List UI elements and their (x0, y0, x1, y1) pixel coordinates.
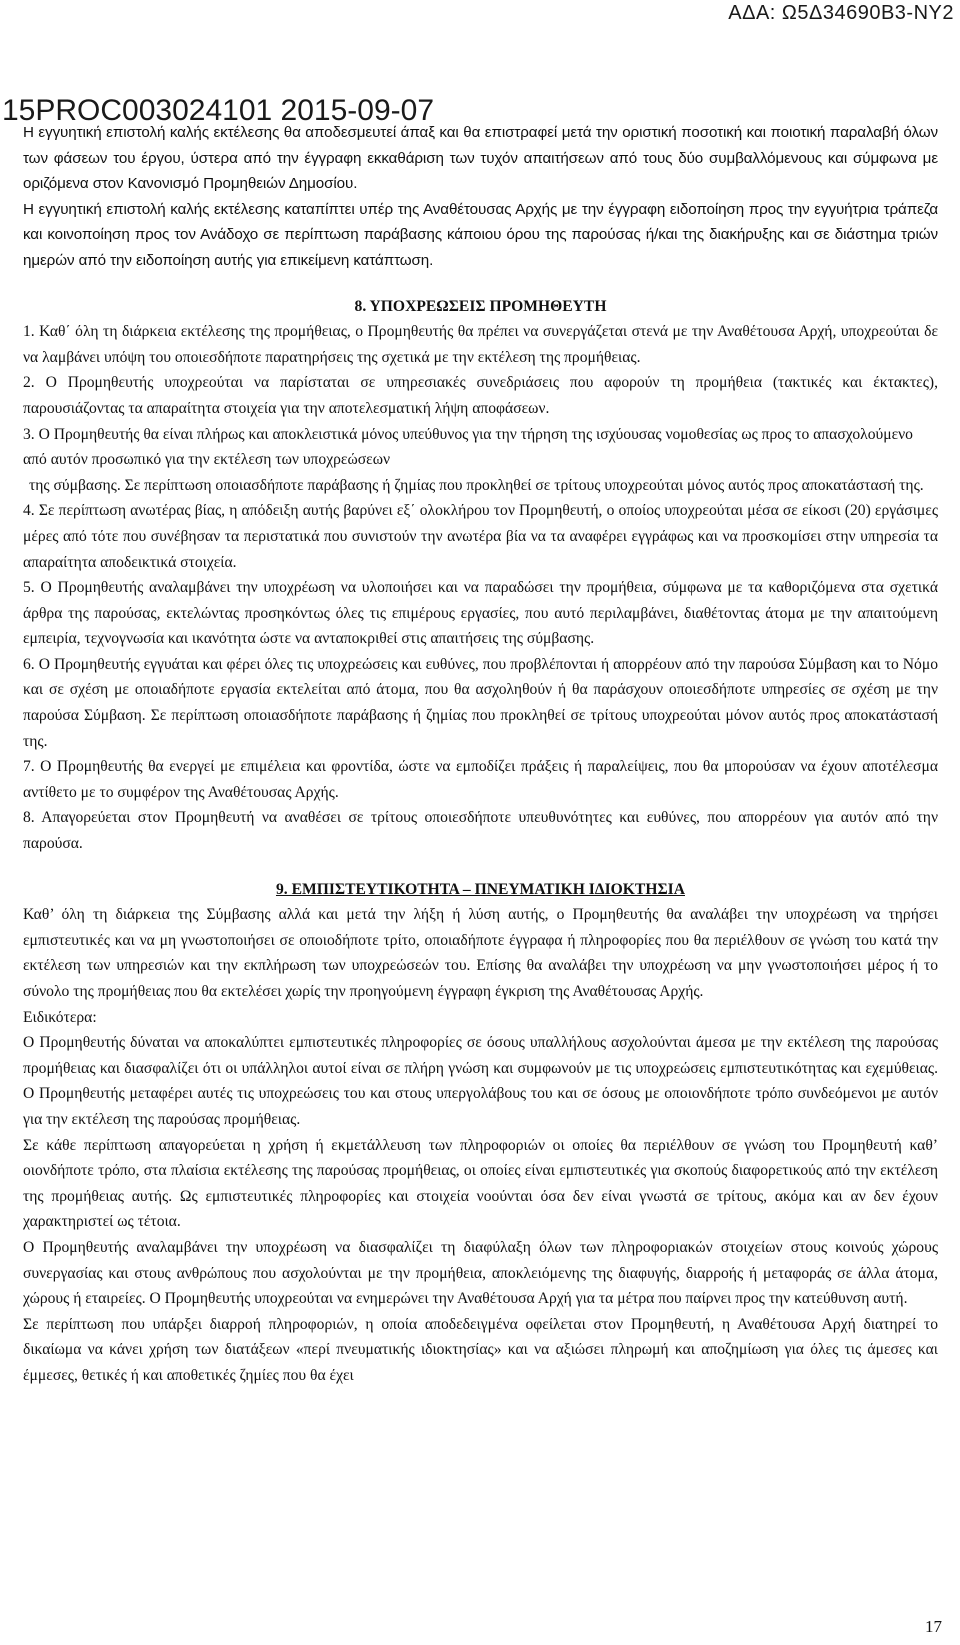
paragraph-guarantee-forfeit: Η εγγυητική επιστολή καλής εκτέλεσης καταπίπτει υπέρ της Αναθέτουσας Αρχής με την έγγραφη ειδοποίηση προς την εγγυήτρια τράπεζα και κοινοποίηση προς τον Ανάδοχο σε περίπτωση παράβασης κάποιου όρου της παρούσας ή/και της διακήρυξης και σε διάστημα τριών ημερών από την ειδοποίηση αυτής για επικείμενη κατάπτωση. (23, 200, 938, 269)
document-id: 15PROC003024101 2015-09-07 (2, 94, 434, 127)
list-item: 6. Ο Προμηθευτής εγγυάται και φέρει όλες τις υποχρεώσεις και ευθύνες, που προβλέπονται ή απορρέουν από την παρούσα Σύμβαση και το Νόμο και σε σχέση με οποιαδήποτε εργασία εκτελείται από άτομα, που θα ασχοληθούν ή θα παράσχουν οποιεσδήποτε υπηρεσίες σε σχέση με την παρούσα Σύμβαση. Σε περίπτωση οποιασδήποτε παράβασης ή ζημίας που προκληθεί σε τρίτους υποχρεούται μόνον αυτός προς αποκατάστασή της. (23, 655, 938, 750)
paragraph-safeguarding: Ο Προμηθευτής αναλαμβάνει την υποχρέωση να διασφαλίζει τη διαφύλαξη όλων των πληροφοριακών στοιχείων στους κοινούς χώρους συνεργασίας και στους ανθρώπους που ασχολούνται με την προμήθεια, αποκλειόμενης της διαφυγής, διαρροής ή μεταφοράς σε άλλα άτομα, χώρους ή εταιρείες. Ο Προμηθευτής υποχρεούται να ενημερώνει την Αναθέτουσα Αρχή για τα μέτρα που παίρνει προς την κατεύθυνση αυτή. (23, 1238, 938, 1308)
paragraph-disclosure: Ο Προμηθευτής δύναται να αποκαλύπτει εμπιστευτικές πληροφορίες σε όσους υπαλλήλους ασχολούνται άμεσα με την εκτέλεση της παρούσας προμήθειας και διασφαλίζει ότι οι υπάλληλοι αυτοί είναι σε πλήρη γνώση και συμφωνούν με τις υποχρεώσεις εμπιστευτικότητας και εχεμύθειας. Ο Προμηθευτής μεταφέρει αυτές τις υποχρεώσεις του και στους υπεργολάβους του και σε όσους με οποιονδήποτε τρόπο συνδεόμενοι με αυτόν για την εκτέλεση της παρούσας προμήθειας. (23, 1034, 938, 1128)
page-number: 17 (925, 1617, 942, 1636)
list-item: της σύμβασης. Σε περίπτωση οποιασδήποτε παράβασης ή ζημίας που προκληθεί σε τρίτους υποχρεούται μόνος αυτός προς αποκατάστασή της. (29, 476, 924, 494)
list-item: 4. Σε περίπτωση ανωτέρας βίας, η απόδειξη αυτής βαρύνει εξ΄ ολοκλήρου τον Προμηθευτή, ο οποίος υποχρεούται μέσα σε είκοσι (20) εργάσιμες μέρες από τότε που συνέβησαν τα περιστατικά που συνιστούν την ανωτέρα βία να τα αναφέρει εγγράφως και να προσκομίσει στην υπηρεσία τα απαραίτητα αποδεικτικά στοιχεία. (23, 502, 938, 571)
list-item: 1. Καθ΄ όλη τη διάρκεια εκτέλεσης της προμήθειας, ο Προμηθευτής θα πρέπει να συνεργάζεται στενά με την Αναθέτουσα Αρχή, υποχρεούται δε να λαμβάνει υπόψη του οποιεσδήποτε παρατηρήσεις της σχετικά με την εκτέλεση της προμήθειας. (23, 323, 938, 366)
section-heading-supplier-obligations: 8. ΥΠΟΧΡΕΩΣΕΙΣ ΠΡΟΜΗΘΕΥΤΗ (354, 297, 607, 315)
list-item: 3. Ο Προμηθευτής θα είναι πλήρως και αποκλειστικά μόνος υπεύθυνος για την τήρηση της ισχύουσας νομοθεσίας ως προς το απασχολούμενο από αυτόν προσωπικό για την εκτέλεση των υποχρεώσεων (23, 425, 913, 469)
ada-code: ΑΔΑ: Ω5Δ34690Β3-ΝΥ2 (728, 2, 954, 24)
document-body (23, 120, 938, 1389)
list-item: 2. Ο Προμηθευτής υποχρεούται να παρίσταται σε υπηρεσιακές συνεδριάσεις που αφορούν τη προμήθεια (τακτικές και έκτακτες), παρουσιάζοντας τα απαραίτητα στοιχεία για την αποτελεσματική λήψη αποφάσεων. (23, 374, 938, 417)
paragraph-misuse: Σε κάθε περίπτωση απαγορεύεται η χρήση ή εκμετάλλευση των πληροφοριών οι οποίες θα περιέλθουν σε γνώση του Προμηθευτή καθ’ οιονδήποτε τρόπο, στα πλαίσια εκτέλεσης της παρούσας προμήθειας, οι οποίες είναι εμπιστευτικές για σκοπούς διαφορετικούς από την εκτέλεση της προμήθειας αυτής. Ως εμπιστευτικές πληροφορίες και στοιχεία νοούνται όσα δεν είναι γνωστά σε τρίτους, ακόμα και αν δεν έχουν χαρακτηριστεί ως τέτοια. (23, 1136, 938, 1231)
list-item: 8. Απαγορεύεται στον Προμηθευτή να αναθέσει σε τρίτους οποιεσδήποτε υπευθυνότητες και ευθύνες, που απορρέουν για αυτόν από την παρούσα. (23, 809, 938, 853)
paragraph-guarantee-release: Η εγγυητική επιστολή καλής εκτέλεσης θα αποδεσμευτεί άπαξ και θα επιστραφεί μετά την οριστική ποσοτική και ποιοτική παραλαβή όλων των φάσεων του έργου, ύστερα από την έγγραφη εκκαθάριση των τυχόν απαιτήσεων από τους δύο συμβαλλόμενους και σύμφωνα με οριζόμενα στον Κανονισμό Προμηθειών Δημοσίου. (23, 124, 938, 193)
paragraph-specifically: Ειδικότερα: (23, 1008, 97, 1026)
section-heading-confidentiality-text: 9. ΕΜΠΙΣΤΕΥΤΙΚΟΤΗΤΑ – ΠΝΕΥΜΑΤΙΚΗ ΙΔΙΟΚΤΗΣΙΑ (275, 880, 685, 898)
section-heading-confidentiality (23, 877, 938, 903)
list-item: 7. Ο Προμηθευτής θα ενεργεί με επιμέλεια και φροντίδα, ώστε να εμποδίζει πράξεις ή παραλείψεις, που θα μπορούσαν να έχουν αποτέλεσμα αντίθετο με το συμφέρον της Αναθέτουσας Αρχής. (23, 758, 938, 801)
paragraph-leak: Σε περίπτωση που υπάρξει διαρροή πληροφοριών, η οποία αποδεδειγμένα οφείλεται στον Προμηθευτή, η Αναθέτουσα Αρχή διατηρεί το δικαίωμα να κάνει χρήση των διατάξεων «περί πνευματικής ιδιοκτησίας» και να αξιώσει πληρωμή και αποζημίωση για όλες τις άμεσες και έμμεσες, θετικές ή και αποθετικές ζημίες που θα έχει (23, 1315, 938, 1384)
list-item: 5. Ο Προμηθευτής αναλαμβάνει την υποχρέωση να υλοποιήσει και να παραδώσει την προμήθεια, σύμφωνα με τα καθοριζόμενα στα σχετικά άρθρα της παρούσας, εκτελώντας προσηκόντως όλες τις επιμέρους εργασίες, που αυτό περιλαμβάνει, διαθέτοντας άτομα με την απαιτούμενη εμπειρία, τεχνογνωσία και ικανότητα ώστε να ανταποκριθεί στις απαιτήσεις της σύμβασης. (23, 579, 938, 648)
paragraph-confidentiality-intro: Καθ’ όλη τη διάρκεια της Σύμβασης αλλά και μετά την λήξη ή λύση αυτής, ο Προμηθευτής θα αναλάβει την υποχρέωση να τηρήσει εμπιστευτικές και να μη γνωστοποιήσει σε οποιοδήποτε τρίτο, οποιαδήποτε έγγραφα ή πληροφορίες που θα περιέλθουν σε γνώση του κατά την εκτέλεση των υπηρεσιών και την εκπλήρωση των υποχρεώσεών του. Επίσης θα αναλάβει την υποχρέωση να μην γνωστοποιήσει μέρος ή το σύνολο της προμήθειας που θα εκτελέσει χωρίς την προηγούμενη έγγραφη έγκριση της Αναθέτουσας Αρχής. (23, 906, 938, 1000)
